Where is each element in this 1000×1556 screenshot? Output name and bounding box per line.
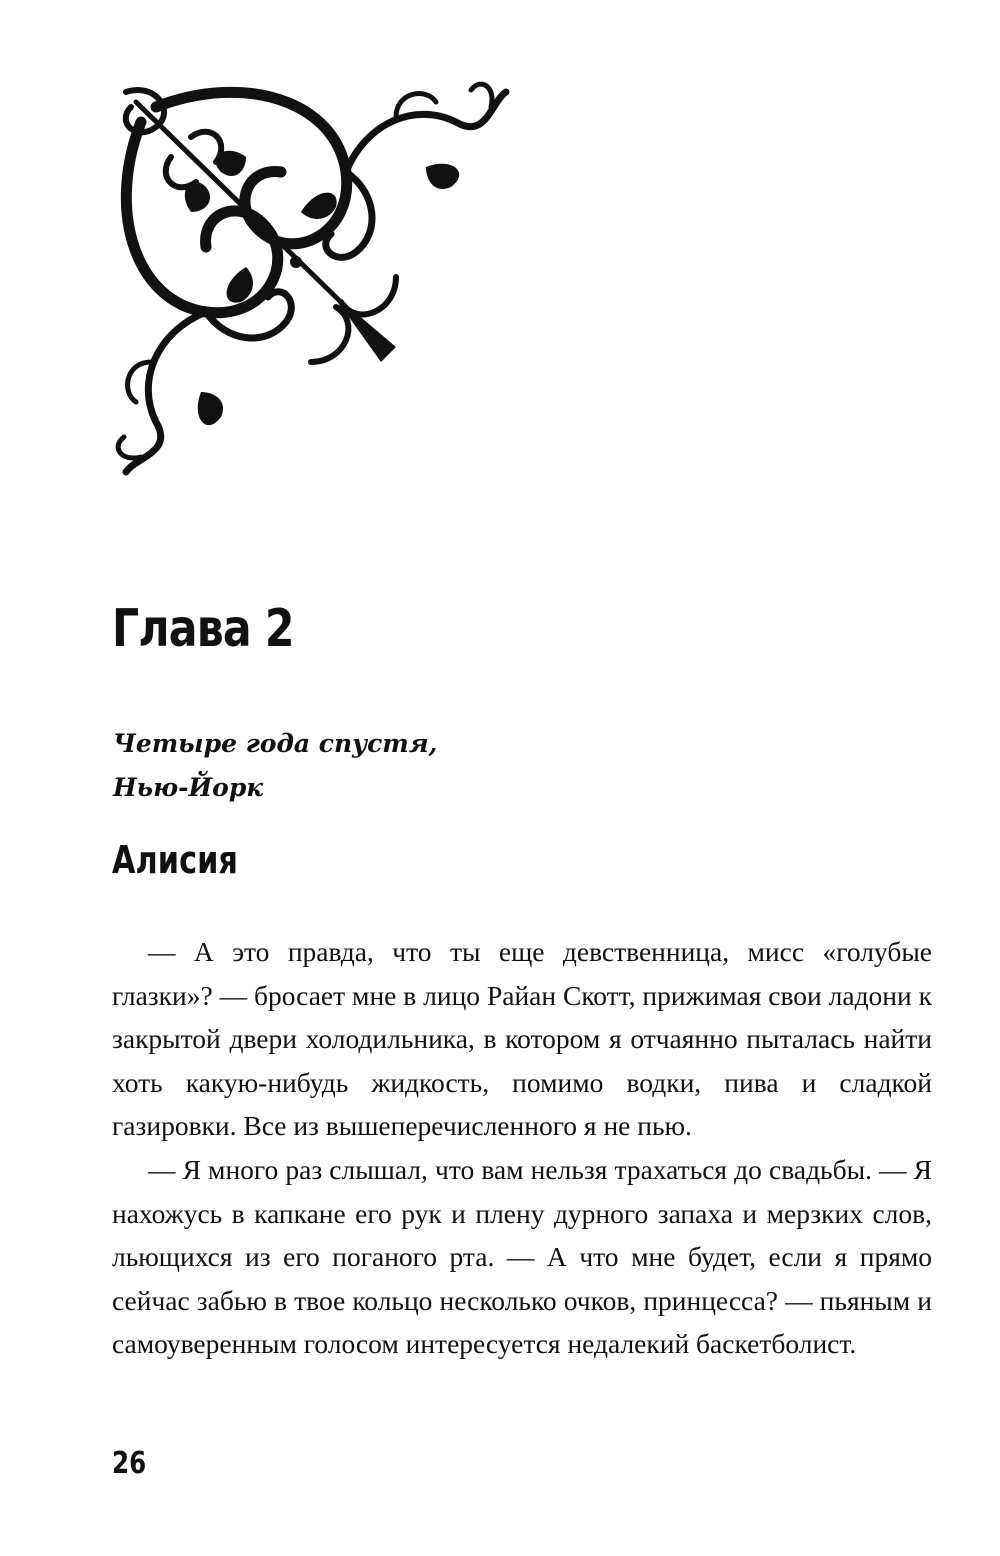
- paragraph: — Я много раз слышал, что вам нельзя трахаться до свадьбы. — Я нахожусь в капкане его рук и плену дурного запаха и мерзких слов, льющихся из его поганого рта. — А что мне будет, если я прямо сейчас забью в твое кольцо несколько очков, принцесса? — пьяным и самоуверенным голосом интересуется недалекий баскетболист.: [112, 1153, 932, 1360]
- body-text: [112, 930, 932, 1366]
- corner-flourish-icon: [96, 62, 516, 482]
- narrator-name: Алисия: [112, 838, 238, 882]
- paragraph: — А это правда, что ты еще девственница, мисс «голубые глазки»? — бросает мне в лицо Райан Скотт, прижимая свои ладони к закрытой двери холодильника, в котором я отчаянно пыталась найти хоть какую-нибудь жидкость, помимо водки, пива и сладкой газировки. Все из вышеперечисленного я не пью.: [112, 936, 932, 1142]
- chapter-title: Глава 2: [112, 599, 294, 659]
- subtitle-line-place: Нью-Йорк: [113, 773, 264, 802]
- subtitle-line-time: Четыре года спустя,: [113, 729, 438, 758]
- chapter-subtitle: [113, 722, 437, 810]
- page-number: 26: [112, 1446, 147, 1481]
